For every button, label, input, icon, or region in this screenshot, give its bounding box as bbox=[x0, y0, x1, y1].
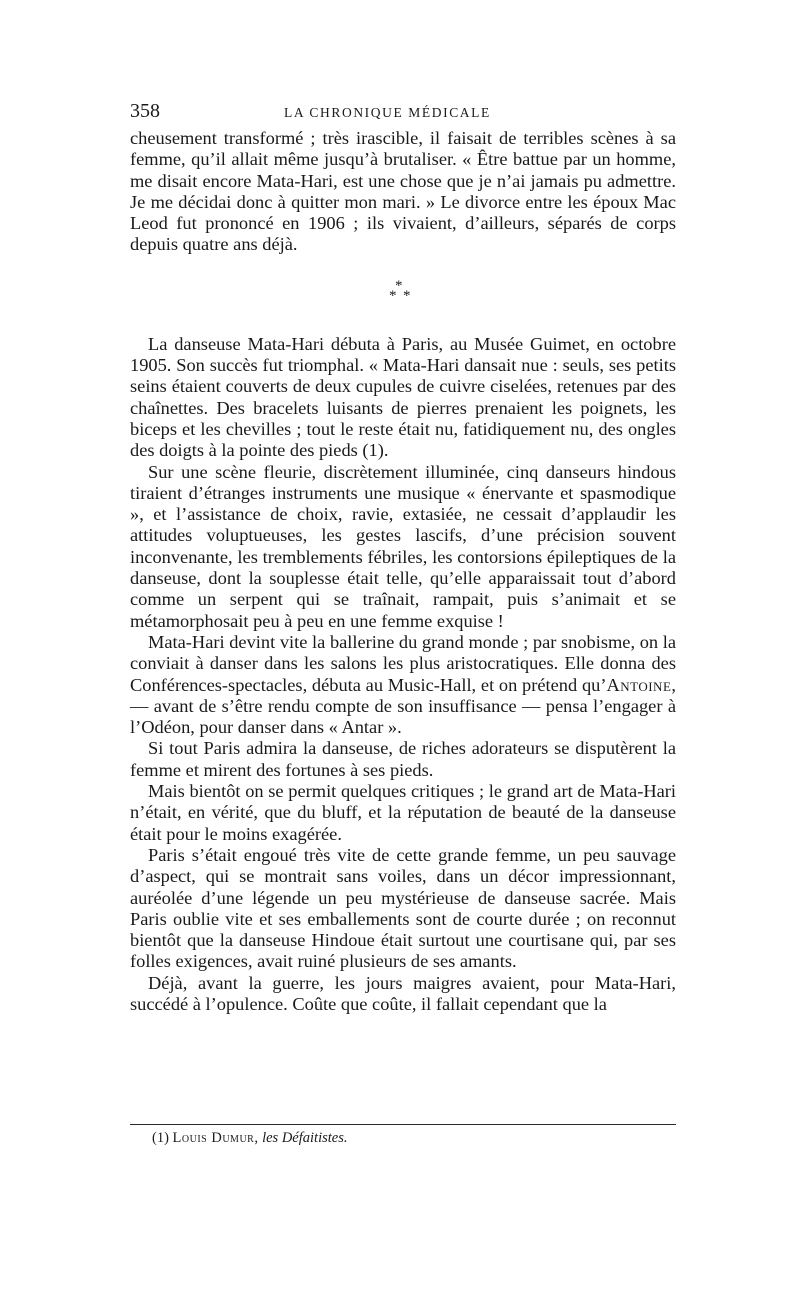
paragraph-ballerine-text-end: , — avant de s’être rendu compte de son insuffisance — pensa l’engager à l’Odéon, pour danser dans « Antar ». bbox=[130, 674, 676, 738]
footnote-rule bbox=[130, 1124, 676, 1125]
paragraph-guerre: Déjà, avant la guerre, les jours maigres avaient, pour Mata-Hari, succédé à l’opulence. Coûte que coûte, il fallait cependant que la bbox=[130, 972, 676, 1014]
page bbox=[130, 100, 676, 1015]
paragraph-stage: Sur une scène fleurie, discrètement illuminée, cinq danseurs hindous tiraient d’étranges instruments une musique « énervante et spasmodique », et l’assistance de choix, ravie, extasiée, ne cessait d’applaudir les attitudes voluptueuses, les gestes lascifs, d’une précision souvent inconvenante, les tremblements fébriles, les contorsions épileptiques de la danseuse, dont la souplesse était telle, qu’elle apparaissait tout d’abord comme un serpent qui se traînait, rampait, puis s’animait et se métamorphosait peu à peu en une femme exquise ! bbox=[130, 461, 676, 631]
footnote-title: les Défaitistes. bbox=[262, 1130, 348, 1146]
asterism-star: * bbox=[389, 287, 397, 304]
asterism-separator bbox=[130, 256, 676, 334]
paragraph-ballerine bbox=[130, 632, 676, 738]
footnote bbox=[152, 1130, 347, 1147]
paragraph-debut bbox=[130, 334, 676, 462]
asterism-star: * bbox=[403, 287, 411, 304]
footnote-marker: (1) bbox=[152, 1130, 169, 1146]
footnote-reference: (1). bbox=[362, 440, 389, 461]
footnote-author: Louis Dumur, bbox=[172, 1130, 259, 1146]
paragraph-critiques: Mais bientôt on se permit quelques critiques ; le grand art de Mata-Hari n’était, en vérité, que du bluff, et la réputation de beauté de la danseuse était pour le moins exagérée. bbox=[130, 781, 676, 844]
paragraph-ballerine-text-start: Mata-Hari devint vite la ballerine du grand monde ; par snobisme, on la conviait à danser dans les salons les plus aristocratiques. Elle donna des Conférences-spectacles, débuta au Music-Hall, et on prétend qu’ bbox=[130, 631, 676, 695]
asterism-star: * bbox=[395, 277, 403, 294]
body-text bbox=[130, 128, 676, 1015]
journal-title: LA CHRONIQUE MÉDICALE bbox=[284, 105, 491, 120]
paragraph-debut-text: La danseuse Mata-Hari débuta à Paris, au Musée Guimet, en octobre 1905. Son succès fut triomphal. « Mata-Hari dansait nue : seuls, ses petits seins étaient couverts de deux cupules de cuivre ciselées, retenues par des chaînettes. Des bracelets luisants de pierres prenaient les poignets, les biceps et les chevilles ; tout le reste était nu, fatidiquement nu, des ongles des doigts à la pointe des pieds bbox=[130, 333, 676, 461]
paragraph-engoue: Paris s’était engoué très vite de cette grande femme, un peu sauvage d’aspect, qui se montrait sans voiles, dans un décor impressionnant, auréolée d’une légende un peu mystérieuse de danseuse sacrée. Mais Paris oublie vite et ses emballements sont de courte durée ; on reconnut bientôt que la danseuse Hindoue était surtout une courtisane qui, par ses folles exigences, avait ruiné plusieurs de ses amants. bbox=[130, 844, 676, 972]
paragraph-continued: cheusement transformé ; très irascible, il faisait de terribles scènes à sa femme, qu’il allait même jusqu’à brutaliser. « Être battue par un homme, me disait encore Mata-Hari, est une chose que je n’ai jamais pu admettre. Je me décidai donc à quitter mon mari. » Le divorce entre les époux Mac Leod fut prononcé en 1906 ; ils vivaient, d’ailleurs, séparés de corps depuis quatre ans déjà. bbox=[130, 128, 676, 255]
page-number: 358 bbox=[130, 100, 160, 122]
name-antoine: Antoine bbox=[606, 674, 672, 695]
running-head bbox=[130, 100, 676, 128]
paragraph-adorateurs: Si tout Paris admira la danseuse, de riches adorateurs se disputèrent la femme et mirent des fortunes à ses pieds. bbox=[130, 738, 676, 780]
